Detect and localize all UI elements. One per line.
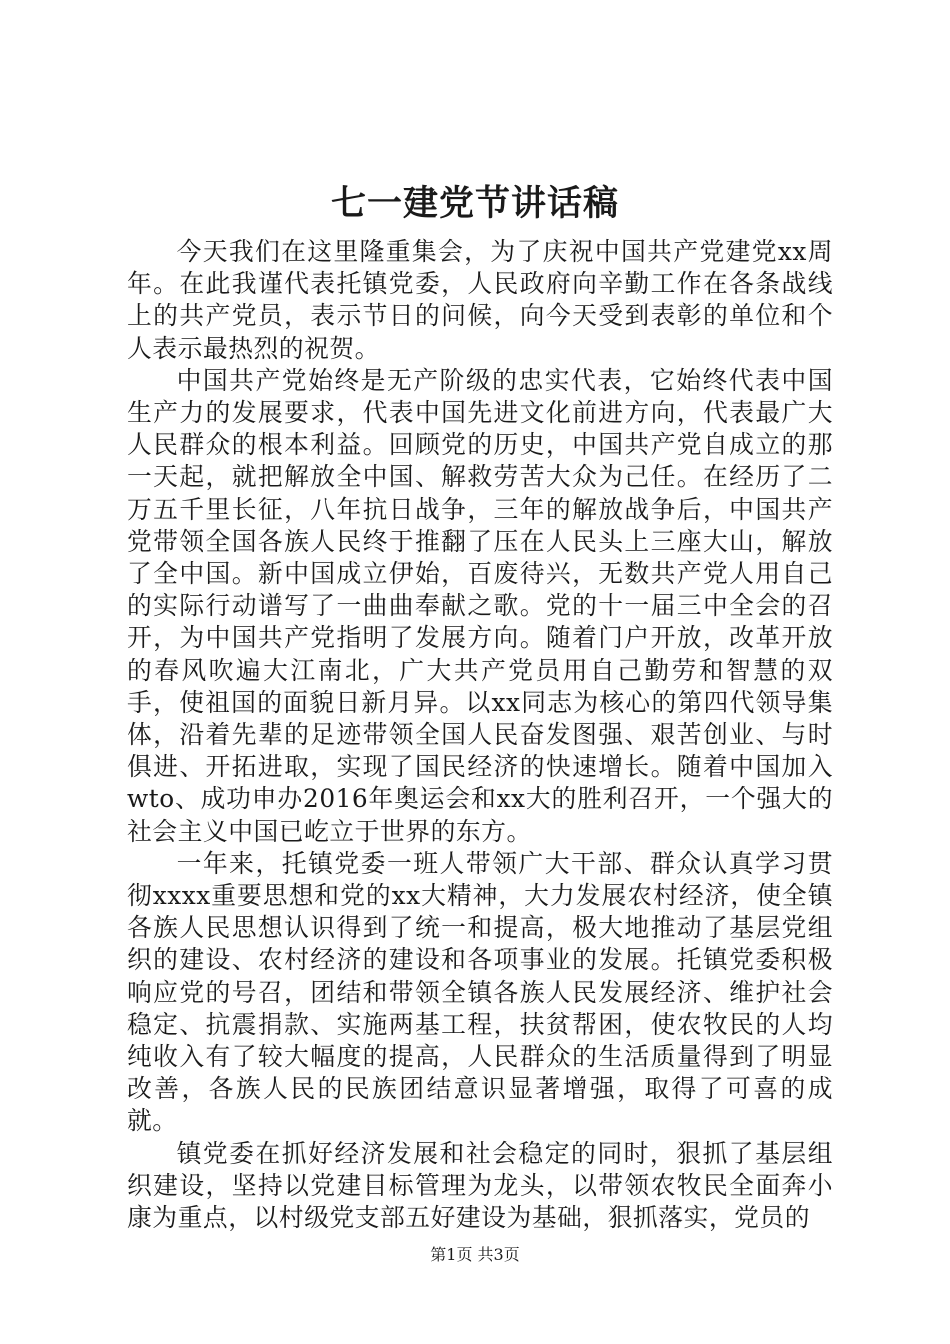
paragraph: 镇党委在抓好经济发展和社会稳定的同时，狠抓了基层组织建设，坚持以党建目标管理为龙头，以带领农牧民全面奔小康为重点，以村级党支部五好建设为基础，狠抓落实，党员的	[127, 1138, 833, 1233]
paragraph: 一年来，托镇党委一班人带领广大干部、群众认真学习贯彻xxxx重要思想和党的xx大精神，大力发展农村经济，使全镇各族人民思想认识得到了统一和提高，极大地推动了基层党组织的建设、农村经济的建设和各项事业的发展。托镇党委积极响应党的号召，团结和带领全镇各族人民发展经济、维护社会稳定、抗震捐款、实施两基工程，扶贫帮困，使农牧民的人均纯收入有了较大幅度的提高，人民群众的生活质量得到了明显改善，各族人民的民族团结意识显著增强，取得了可喜的成就。	[127, 848, 833, 1136]
document-title: 七一建党节讲话稿	[330, 183, 619, 224]
paragraph: 中国共产党始终是无产阶级的忠实代表，它始终代表中国生产力的发展要求，代表中国先进文化前进方向，代表最广大人民群众的根本利益。回顾党的历史，中国共产党自成立的那一天起，就把解放全中国、解救劳苦大众为己任。在经历了二万五千里长征，八年抗日战争，三年的解放战争后，中国共产党带领全国各族人民终于推翻了压在人民头上三座大山，解放了全中国。新中国成立伊始，百废待兴，无数共产党人用自己的实际行动谱写了一曲曲奉献之歌。党的十一届三中全会的召开，为中国共产党指明了发展方向。随着门户开放，改革开放的春风吹遍大江南北，广大共产党员用自己勤劳和智慧的双手，使祖国的面貌日新月异。以xx同志为核心的第四代领导集体，沿着先辈的足迹带领全国人民奋发图强、艰苦创业、与时俱进、开拓进取，实现了国民经济的快速增长。随着中国加入wto、成功申办2016年奥运会和xx大的胜利召开，一个强大的社会主义中国已屹立于世界的东方。	[127, 365, 833, 846]
document-body	[127, 236, 833, 1234]
page-footer: 第1页 共3页	[430, 1245, 520, 1264]
paragraph: 今天我们在这里隆重集会，为了庆祝中国共产党建党xx周年。在此我谨代表托镇党委，人民政府向辛勤工作在各条战线上的共产党员，表示节日的问候，向今天受到表彰的单位和个人表示最热烈的祝贺。	[127, 237, 833, 363]
